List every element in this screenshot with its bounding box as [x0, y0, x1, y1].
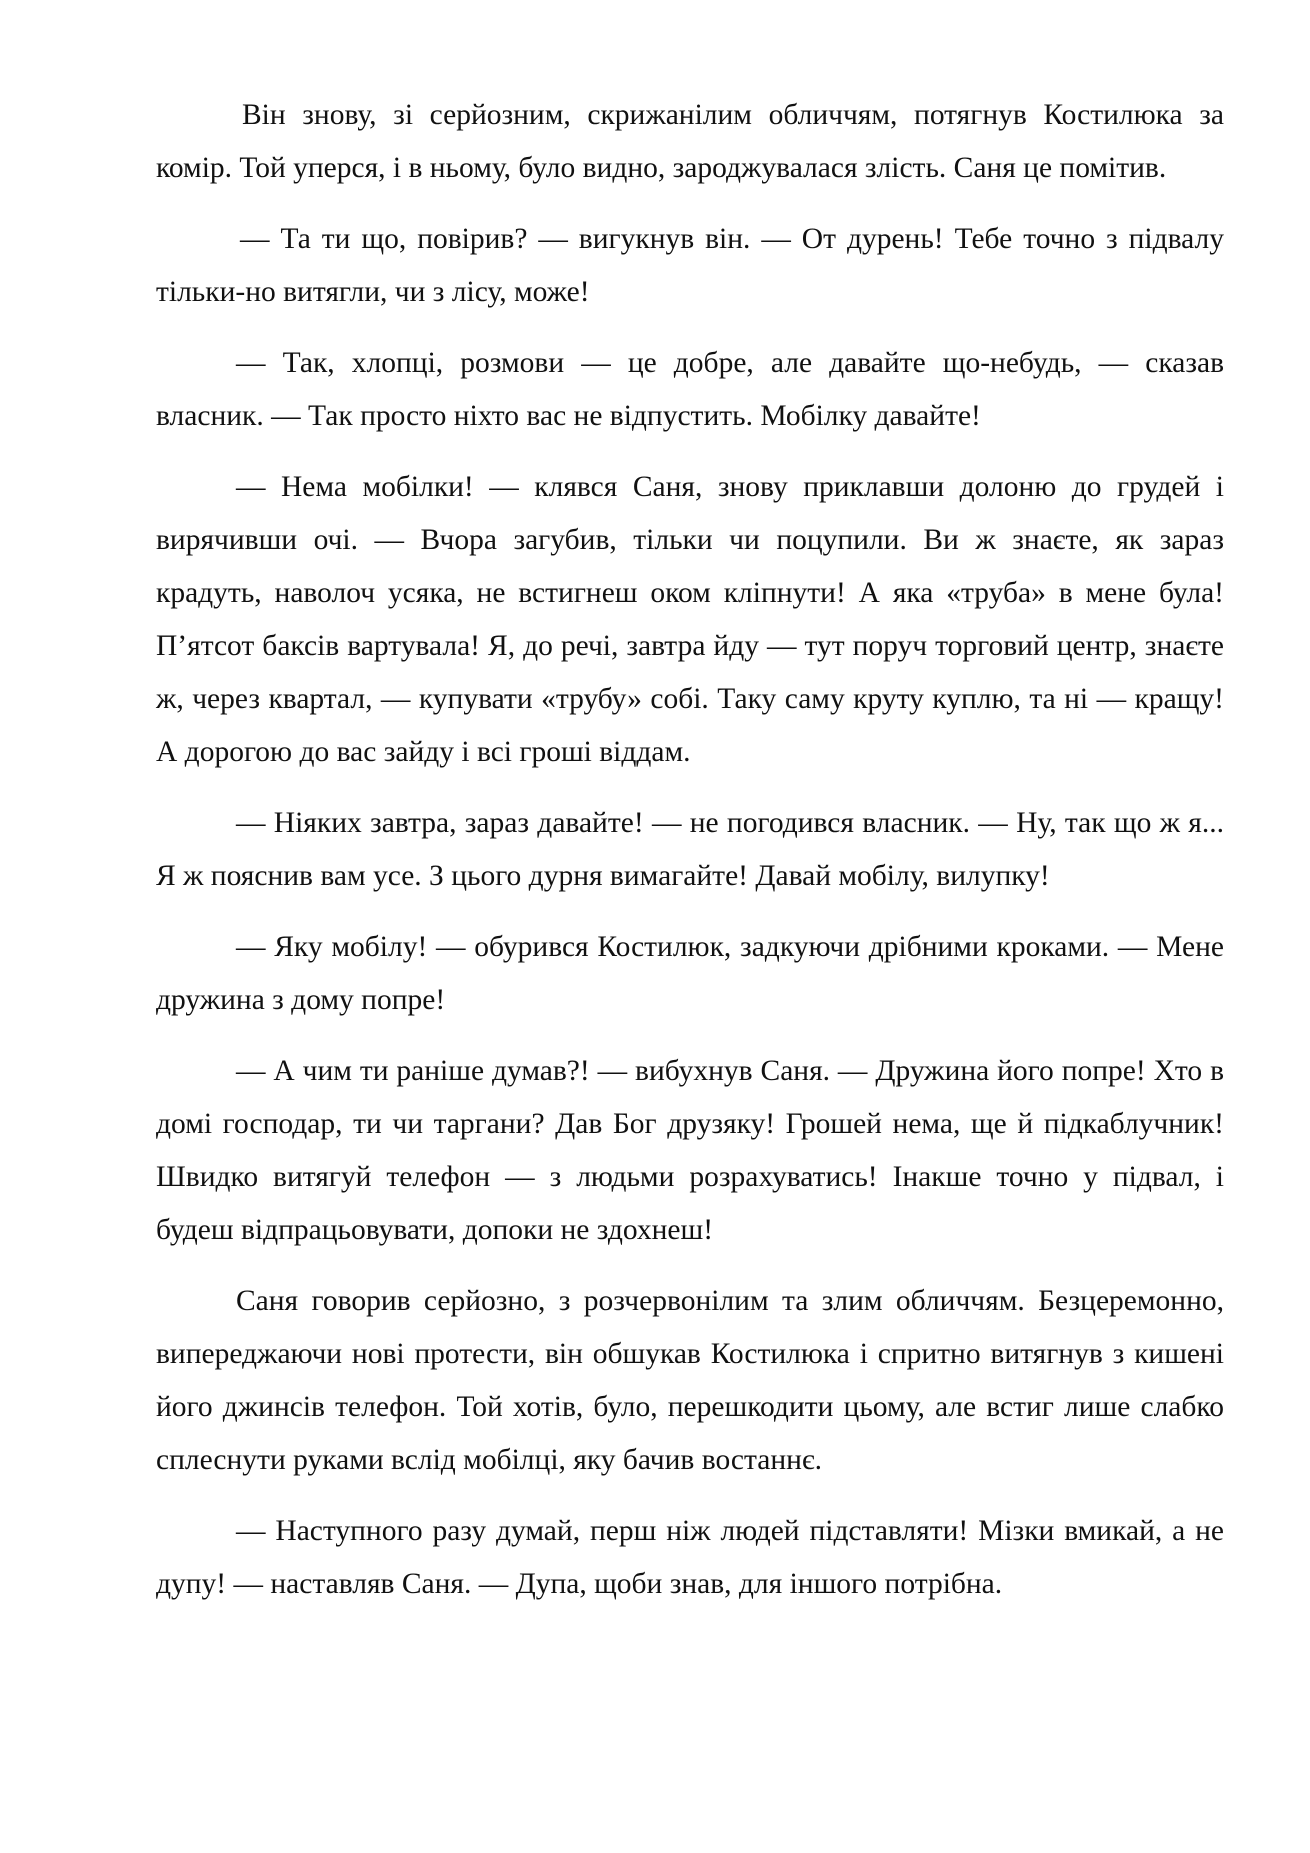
document-body: [156, 89, 1224, 1629]
paragraph-1: Він знову, зі серйозним, скрижанілим обличчям, потягнув Костилюка за комір. Той уперся, і в ньому, було видно, зароджувалася злість. Саня це помітив.: [156, 99, 1224, 184]
paragraph-8: Саня говорив серйозно, з розчервонілим та злим обличчям. Безцеремонно, випереджаючи нові протести, він обшукав Костилюка і спритно витягнув з кишені його джинсів телефон. Той хотів, було, перешкодити цьому, але встиг лише слабко сплеснути руками вслід мобілці, яку бачив востаннє.: [156, 1285, 1224, 1476]
paragraph-7: — А чим ти раніше думав?! — вибухнув Саня. — Дружина його попре! Хто в домі господар, ти чи таргани? Дав Бог друзяку! Грошей нема, ще й підкаблучник! Швидко витягуй телефон — з людьми розрахуватись! Інакше точно у підвал, і будеш відпрацьовувати, допоки не здохнеш!: [156, 1055, 1224, 1246]
paragraph-6: — Яку мобілу! — обурився Костилюк, задкуючи дрібними кроками. — Мене дружина з дому попре!: [156, 931, 1224, 1016]
paragraph-3: — Так, хлопці, розмови — це добре, але давайте що-небудь, — сказав власник. — Так просто ніхто вас не відпустить. Мобілку давайте!: [156, 347, 1224, 432]
paragraph-9: — Наступного разу думай, перш ніж людей підставляти! Мізки вмикай, а не дупу! — наставляв Саня. — Дупа, щоби знав, для іншого потрібна.: [156, 1515, 1224, 1600]
paragraph-4: — Нема мобілки! — клявся Саня, знову приклавши долоню до грудей і вирячивши очі. — Вчора загубив, тільки чи поцупили. Ви ж знаєте, як зараз крадуть, наволоч усяка, не встигнеш оком кліпнути! А яка «труба» в мене була! П’ятсот баксів вартувала! Я, до речі, завтра йду — тут поруч торговий центр, знаєте ж, через квартал, — купувати «трубу» собі. Таку саму круту куплю, та ні — кращу! А дорогою до вас зайду і всі гроші віддам.: [156, 471, 1224, 768]
paragraph-5: — Ніяких завтра, зараз давайте! — не погодився власник. — Ну, так що ж я... Я ж пояснив вам усе. З цього дурня вимагайте! Давай мобілу, вилупку!: [156, 807, 1224, 892]
paragraph-2: — Та ти що, повірив? — вигукнув він. — От дурень! Тебе точно з підвалу тільки-но витягли, чи з лісу, може!: [156, 223, 1224, 308]
